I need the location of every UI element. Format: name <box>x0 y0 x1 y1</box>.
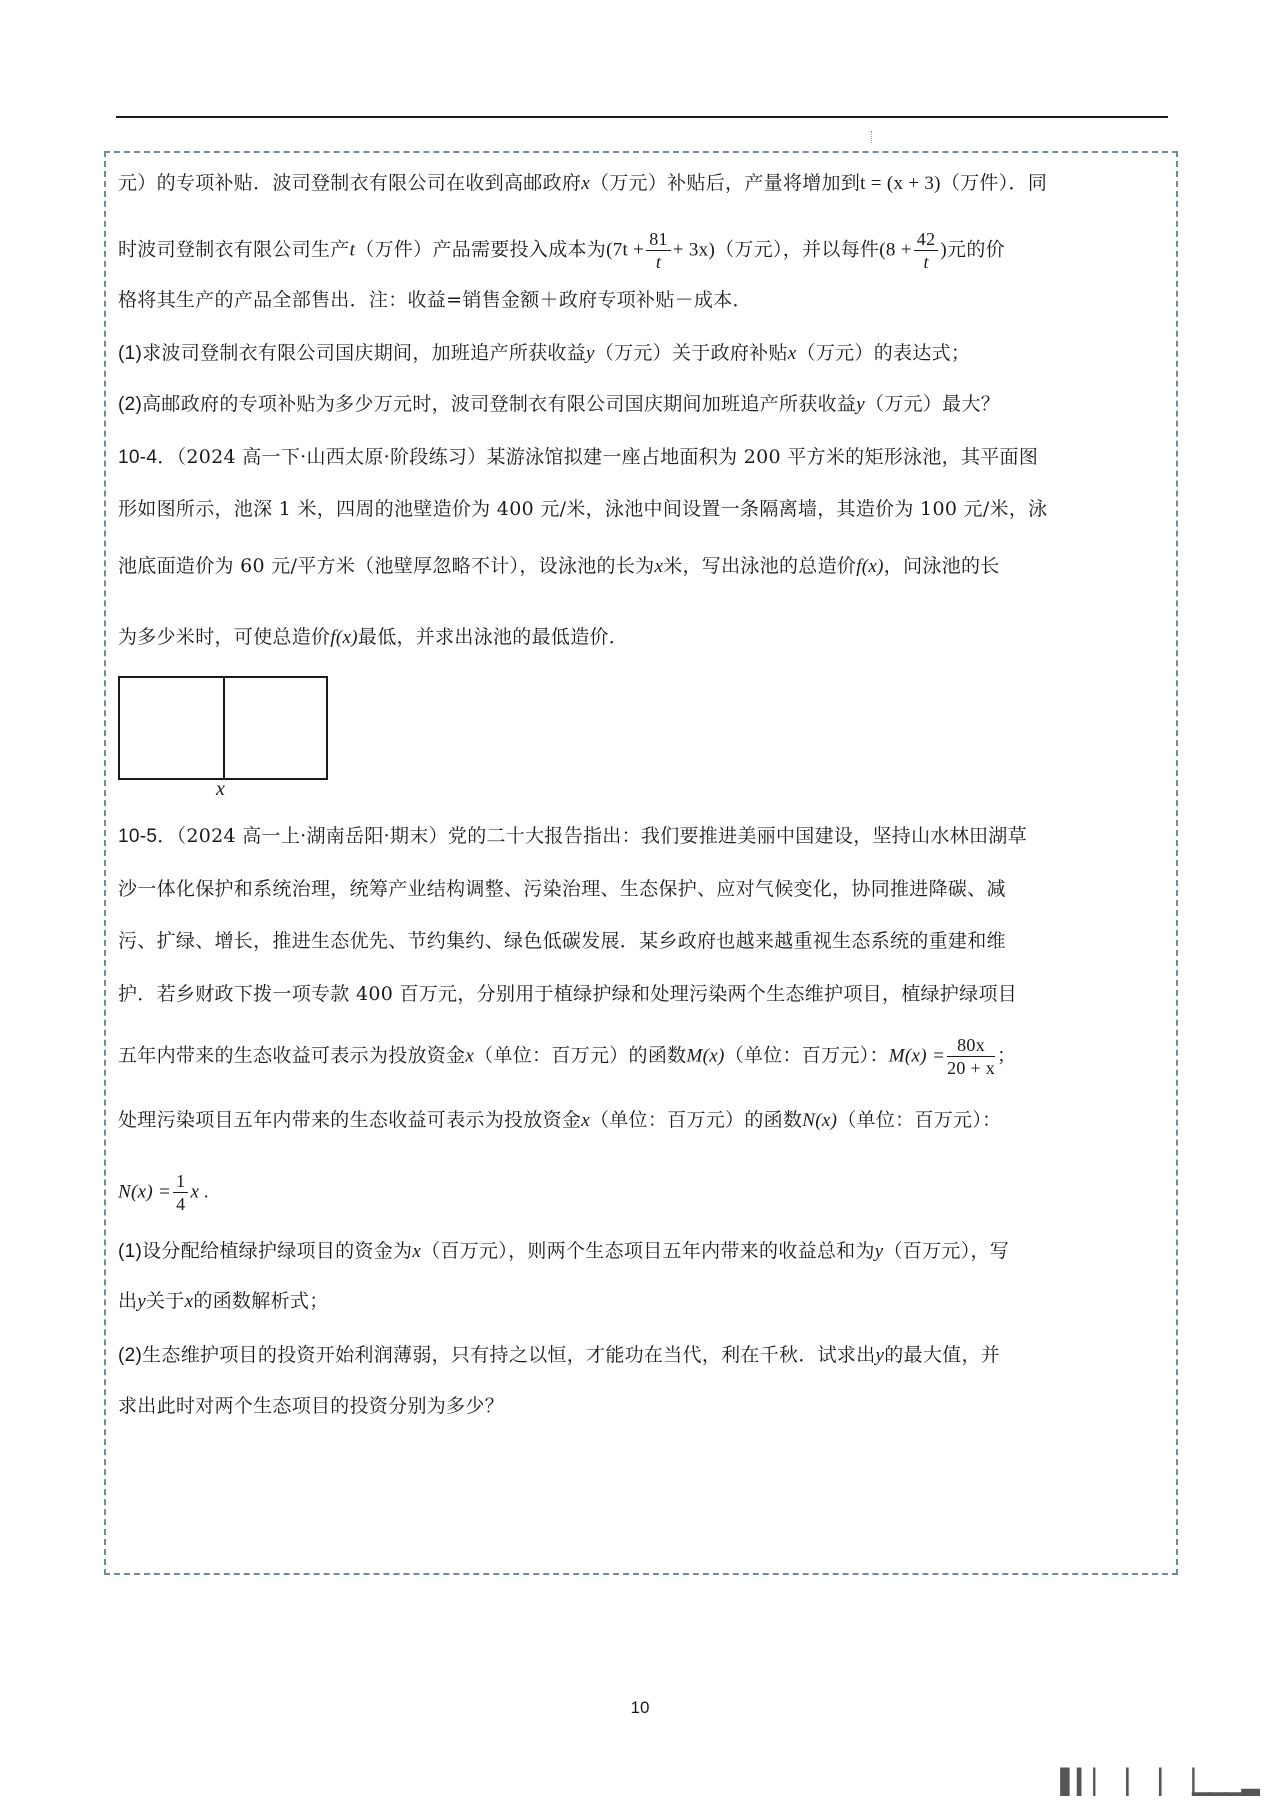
m-fraction: $\frac{80x}{20 + x}$ <box>947 1035 996 1078</box>
continuation-line-2: 时波司登制衣有限公司生产t（万件）产品需要投入成本为(7t + $\frac{81}{t}$ + 3x)（万元），并以每件(8 + $\frac{42}{t}$ )元的价 <box>118 229 1005 272</box>
header-rule <box>116 116 1168 118</box>
problem-10-4-line-1: 10-4．（2024 高一下·山西太原·阶段练习）某游泳馆拟建一座占地面积为 200 平方米的矩形泳池，其平面图 <box>118 446 1039 468</box>
continuation-question-2: (2)高邮政府的专项补贴为多少万元时，波司登制衣有限公司国庆期间加班追产所获收益y（万元）最大？ <box>118 393 1001 415</box>
continuation-question-1: (1)求波司登制衣有限公司国庆期间，加班追产所获收益y（万元）关于政府补贴x（万元）的表达式； <box>118 342 971 364</box>
problem-10-4-line-3: 池底面造价为 60 元/平方米（池壁厚忽略不计），设泳池的长为x米，写出泳池的总造价f(x)，问泳池的长 <box>118 555 1000 577</box>
cost-fraction: $\frac{81}{t}$ <box>646 228 671 273</box>
problem-10-5-question-2-line-2: 求出此时对两个生态项目的投资分别为多少？ <box>118 1395 505 1417</box>
page-number: 10 <box>630 1698 650 1717</box>
problem-10-5-question-1-line-1: (1)设分配给植绿护绿项目的资金为x（百万元），则两个生态项目五年内带来的收益总和为y（百万元），写 <box>118 1240 1010 1262</box>
problem-10-5-line-2: 沙一体化保护和系统治理，统筹产业结构调整、污染治理、生态保护、应对气候变化，协同推进降碳、减 <box>118 878 1006 900</box>
problem-10-4-line-4: 为多少米时，可使总造价f(x)最低，并求出泳池的最低造价． <box>118 626 629 648</box>
problem-10-5-line-6: 处理污染项目五年内带来的生态收益可表示为投放资金x（单位：百万元）的函数N(x)（单位：百万元）： <box>118 1109 1002 1131</box>
header-mark <box>871 131 874 143</box>
problem-10-5-question-1-line-2: 出y关于x的函数解析式； <box>118 1290 329 1312</box>
problem-10-5-line-3: 污、扩绿、增长，推进生态优先、节约集约、绿色低碳发展．某乡政府也越来越重视生态系统的重建和维 <box>118 930 1006 952</box>
n-fraction: $\frac{1}{4}$ <box>173 1170 188 1215</box>
continuation-line-1: 元）的专项补贴．波司登制衣有限公司在收到高邮政府x（万元）补贴后，产量将增加到t = (x + 3)（万件）．同 <box>118 172 1048 194</box>
problem-10-5-question-2-line-1: (2)生态维护项目的投资开始利润薄弱，只有持之以恒，才能功在当代，利在千秋．试求出y的最大值，并 <box>118 1344 1001 1366</box>
continuation-line-3: 格将其生产的产品全部售出．注：收益=销售金额＋政府专项补贴－成本． <box>118 289 752 311</box>
pool-diagram <box>118 676 328 780</box>
problem-10-5-line-5: 五年内带来的生态收益可表示为投放资金x（单位：百万元）的函数M(x)（单位：百万元）：M(x) = $\frac{80x}{20 + x}$ ； <box>118 1035 1017 1078</box>
price-fraction: $\frac{42}{t}$ <box>914 228 939 273</box>
problem-10-5-line-1: 10-5．（2024 高一上·湖南岳阳·期末）党的二十大报告指出：我们要推进美丽中国建设，坚持山水林田湖草 <box>118 825 1027 847</box>
problem-10-4-line-2: 形如图所示，池深 1 米，四周的池壁造价为 400 元/米，泳池中间设置一条隔离墙，其造价为 100 元/米，泳 <box>118 498 1048 520</box>
pool-divider-wall <box>223 678 225 778</box>
watermark: ▌▎▏▕▏▕▏▕▁▁▁▂ <box>1060 1768 1258 1796</box>
pool-length-label: x <box>216 778 225 800</box>
problem-10-5-line-7: N(x) = $\frac{1}{4}$ x . <box>118 1171 210 1214</box>
problem-10-5-line-4: 护．若乡财政下拨一项专款 400 百万元，分别用于植绿护绿和处理污染两个生态维护项目，植绿护绿项目 <box>118 983 1018 1005</box>
